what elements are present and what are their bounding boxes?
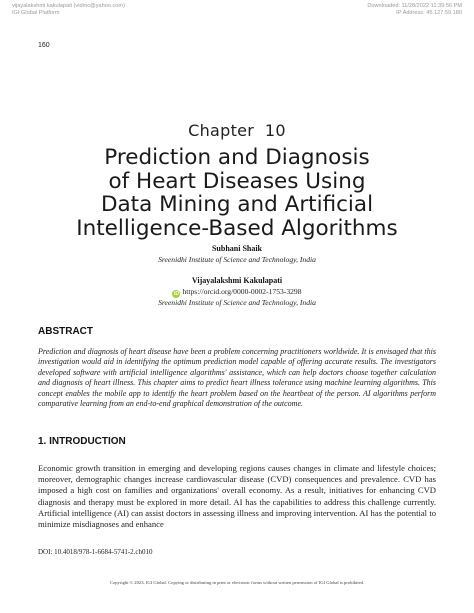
- watermark-user: vijayalakshmi kakulapati (vidmc@yahoo.com): [12, 3, 125, 9]
- chapter-title: [0, 146, 474, 240]
- chapter-label: Chapter 10: [188, 121, 286, 140]
- page-number: 160: [38, 42, 50, 49]
- title-line: Data Mining and Artificial: [100, 192, 374, 217]
- author-name: Subhani Shaik: [211, 244, 263, 253]
- author-name: Vijayalakshmi Kakulapati: [191, 276, 283, 285]
- author-orcid: [0, 287, 474, 298]
- orcid-link[interactable]: https://orcid.org/0000-0002-1753-3298: [182, 287, 302, 296]
- title-line: of Heart Diseases Using: [108, 168, 366, 194]
- introduction-text: Economic growth transition in emerging and developing regions causes changes in climate and lifestyle choices; moreover, demographic changes increase cardiovascular disease (CVD) consequences and prevalence. CVD has imposed a high cost on families and organizations' overall economy. As a result, initiatives for enhancing CVD diagnosis and therapy must be explored in more detail. AI has the capabilities to address this challenge currently. Artificial intelligence (AI) can assist doctors in assessing illness and improving intervention. AI has the potential to minimize misdiagnoses and enhance: [38, 463, 436, 530]
- abstract-text: Prediction and diagnosis of heart disease have been a problem concerning practitioners worldwide. It is envisaged that this investigation would aid in identifying the optimum prediction model capable of offering accurate results. The investigators developed software with artificial intelligence algorithms' assistance, which can help doctors choose together calculation and diagnosis of heart illness. This chapter aims to predict heart illness tolerance using machine learning algorithms. This concept enables the mobile app to identify the heart problem based on the heartbeat of the person. AI algorithms perform comparative learning from an end-to-end graphical demonstration of the outcome.: [38, 347, 436, 409]
- author-affiliation: Sreenidhi Institute of Science and Technology, India: [158, 298, 316, 307]
- watermark-ip-address: IP Address: 45.127.59.180: [396, 9, 462, 16]
- orcid-icon: iD: [173, 291, 179, 297]
- watermark-left: [12, 3, 125, 16]
- abstract-heading: ABSTRACT: [38, 326, 93, 337]
- author-affiliation: Sreenidhi Institute of Science and Technology, India: [158, 255, 316, 264]
- watermark-platform: IGI Global Platform: [12, 9, 60, 16]
- introduction-heading: 1. INTRODUCTION: [38, 436, 126, 447]
- title-line: Intelligence-Based Algorithms: [76, 215, 398, 241]
- watermark-download-date: Downloaded: 11/28/2022 11:39:56 PM: [367, 3, 462, 9]
- watermark-right: [367, 3, 462, 16]
- doi: DOI: 10.4018/978-1-6684-5741-2.ch010: [38, 548, 153, 556]
- copyright-notice: Copyright © 2023, IGI Global. Copying or distributing in print or electronic forms without written permission of IGI Global is prohibited.: [109, 580, 365, 585]
- title-line: Prediction and Diagnosis: [104, 145, 370, 170]
